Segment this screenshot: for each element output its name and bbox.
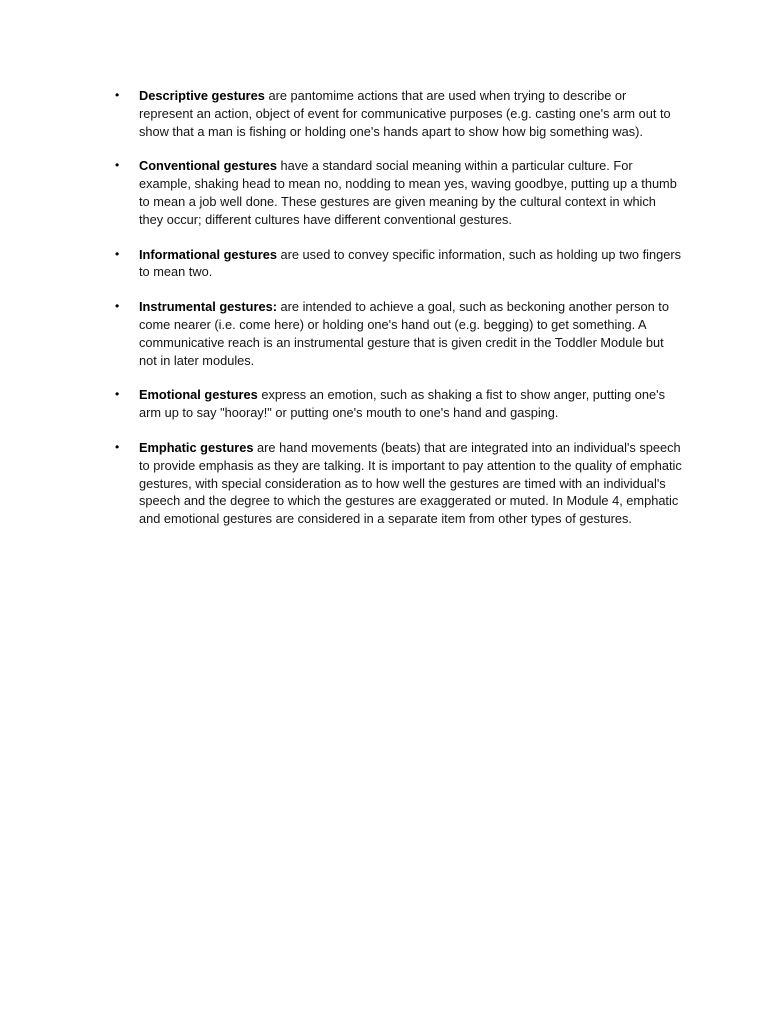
list-item-informational-gestures [112, 246, 682, 282]
definition-text: express an emotion, such as shaking a fist to show anger, putting one's arm up to say "hooray!" or putting one's mouth to one's hand and gasping. [139, 387, 665, 421]
gesture-types-list [112, 87, 682, 545]
term-label: Informational gestures [139, 246, 277, 262]
bullet-icon: • [115, 158, 120, 173]
list-item-emphatic-gestures [112, 439, 682, 528]
list-item-conventional-gestures [112, 157, 682, 228]
bullet-icon: • [115, 387, 120, 402]
bullet-icon: • [115, 88, 120, 102]
term-label: Conventional gestures [139, 158, 277, 174]
term-label: Emotional gestures [139, 387, 258, 403]
definition-text: are hand movements (beats) that are integrated into an individual's speech to provide emphasis as they are talking. It is important to pay attention to the quality of emphatic gestures, with special consideration as to how well the gestures are timed with an individual's speech and the degree to which the gestures are exaggerated or muted. In Module 4, emphatic and emotional gestures are considered in a separate item from other types of gestures. [139, 439, 682, 527]
definition-text: are intended to achieve a goal, such as beckoning another person to come nearer (i.e. come here) or holding one's hand out (e.g. begging) to get something. A communicative reach is an instrumental gesture that is given credit in the Toddler Module but not in later modules. [139, 299, 669, 368]
term-label: Instrumental gestures: [139, 299, 277, 315]
term-label: Emphatic gestures [139, 439, 254, 455]
bullet-icon: • [115, 299, 120, 314]
list-item-emotional-gestures [112, 386, 682, 422]
term-label: Descriptive gestures [139, 88, 265, 103]
definition-text: are pantomime actions that are used when trying to describe or represent an action, object of event for communicative purposes (e.g. casting one's arm out to show that a man is fishing or holding one's hands apart to show how big something was). [139, 88, 671, 139]
bullet-icon: • [115, 246, 120, 261]
list-item-instrumental-gestures [112, 298, 682, 369]
bullet-icon: • [115, 439, 120, 454]
list-item-descriptive-gestures [112, 87, 682, 140]
definition-text: are used to convey specific information, such as holding up two fingers to mean two. [139, 246, 681, 280]
definition-text: have a standard social meaning within a particular culture. For example, shaking head to mean no, nodding to mean yes, waving goodbye, putting up a thumb to mean a job well done. These gestures are given meaning by the cultural context in which they occur; different cultures have different conventional gestures. [139, 158, 677, 227]
